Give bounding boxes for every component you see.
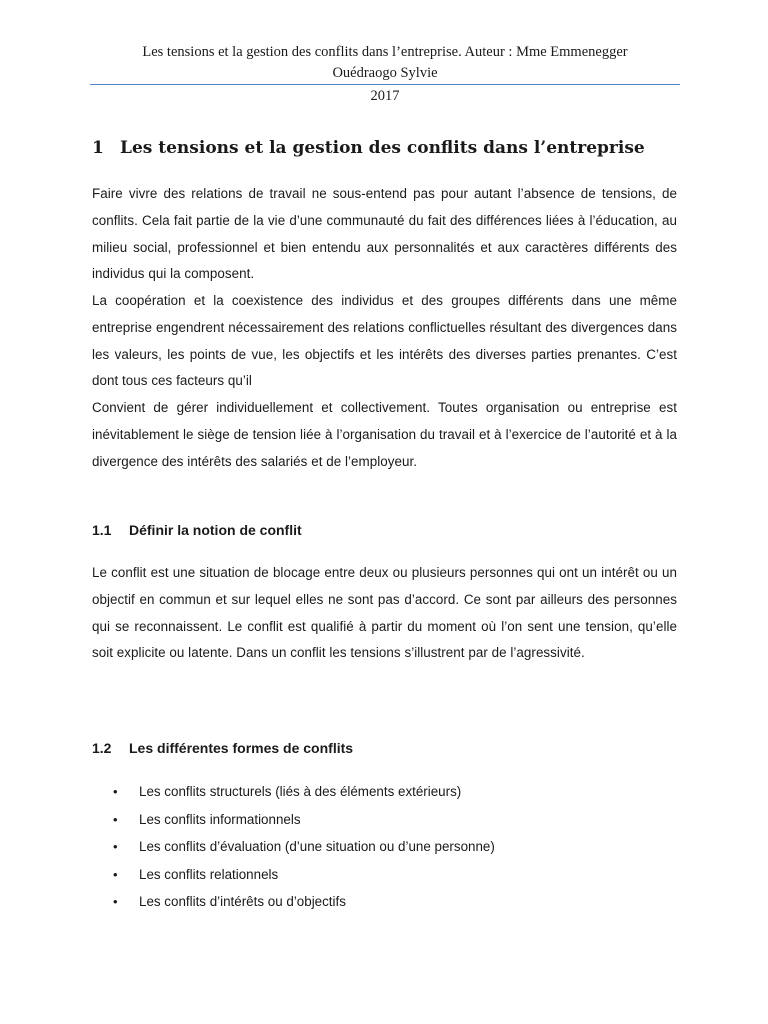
conflict-forms-list [92, 781, 495, 919]
section-1-1-heading [92, 520, 302, 540]
list-item [92, 809, 495, 837]
header-divider [90, 84, 680, 85]
list-item [92, 836, 495, 864]
list-item-text: Les conflits informationnels [139, 811, 301, 827]
list-item-text: Les conflits structurels (liés à des éléments extérieurs) [139, 784, 462, 799]
section-1-2-title: Les différentes formes de conflits [129, 740, 354, 756]
section-1-paragraph-1: Faire vivre des relations de travail ne sous-entend pas pour autant l’absence de tensions, de conflits. Cela fait partie de la vie d’une communauté du fait des différences liées à l’éducation, au milieu social, professionnel et bien entendu aux personnalités et aux caractères différents des individus qui la composent. [92, 186, 677, 282]
section-1-title: Les tensions et la gestion des conflits dans l’entreprise [120, 138, 645, 158]
section-1-1-number: 1.1 [92, 522, 112, 538]
section-1-2-number: 1.2 [92, 740, 112, 756]
bullet-icon: • [113, 866, 118, 882]
header-year: 2017 [370, 88, 400, 104]
bullet-icon: • [113, 811, 118, 827]
section-1-1-paragraph: Le conflit est une situation de blocage entre deux ou plusieurs personnes qui ont un intérêt ou un objectif en commun et sur lequel elles ne sont pas d’accord. Ce sont par ailleurs des personnes qui se reconnaissent. Le conflit est qualifié à partir du moment où l’on sent une tension, qu’elle soit explicite ou latente. Dans un conflit les tensions s’illustrent par de l’agressivité. [92, 565, 677, 661]
section-1-heading [92, 136, 692, 160]
section-1-paragraph-2: La coopération et la coexistence des individus et des groupes différents dans une même entreprise engendrent nécessairement des relations conflictuelles résultant des divergences dans les valeurs, les points de vue, les objectifs et les intérêts des diverses parties prenantes. C’est dont tous ces facteurs qu’il [92, 293, 677, 389]
header-title-line1: Les tensions et la gestion des conflits dans l’entreprise. Auteur : Mme Emmenegger [142, 44, 628, 60]
running-header [92, 42, 678, 84]
section-1-1-title: Définir la notion de conflit [129, 522, 302, 538]
section-1-number: 1 [92, 138, 104, 158]
bullet-icon: • [113, 784, 118, 799]
list-item [92, 864, 495, 892]
list-item-text: Les conflits d’intérêts ou d’objectifs [139, 894, 346, 909]
list-item-text: Les conflits relationnels [139, 866, 279, 882]
list-item [92, 781, 495, 809]
header-title-line2: Ouédraogo Sylvie [332, 65, 438, 81]
section-1-2-heading [92, 738, 353, 758]
list-item [92, 891, 495, 919]
section-1-paragraph-3: Convient de gérer individuellement et collectivement. Toutes organisation ou entreprise est inévitablement le siège de tension liée à l’organisation du travail et à l’exercice de l’autorité et à la divergence des intérêts des salariés et de l’employeur. [92, 400, 677, 469]
bullet-icon: • [113, 894, 118, 909]
bullet-icon: • [113, 839, 118, 854]
list-item-text: Les conflits d’évaluation (d’une situation ou d’une personne) [139, 839, 495, 854]
